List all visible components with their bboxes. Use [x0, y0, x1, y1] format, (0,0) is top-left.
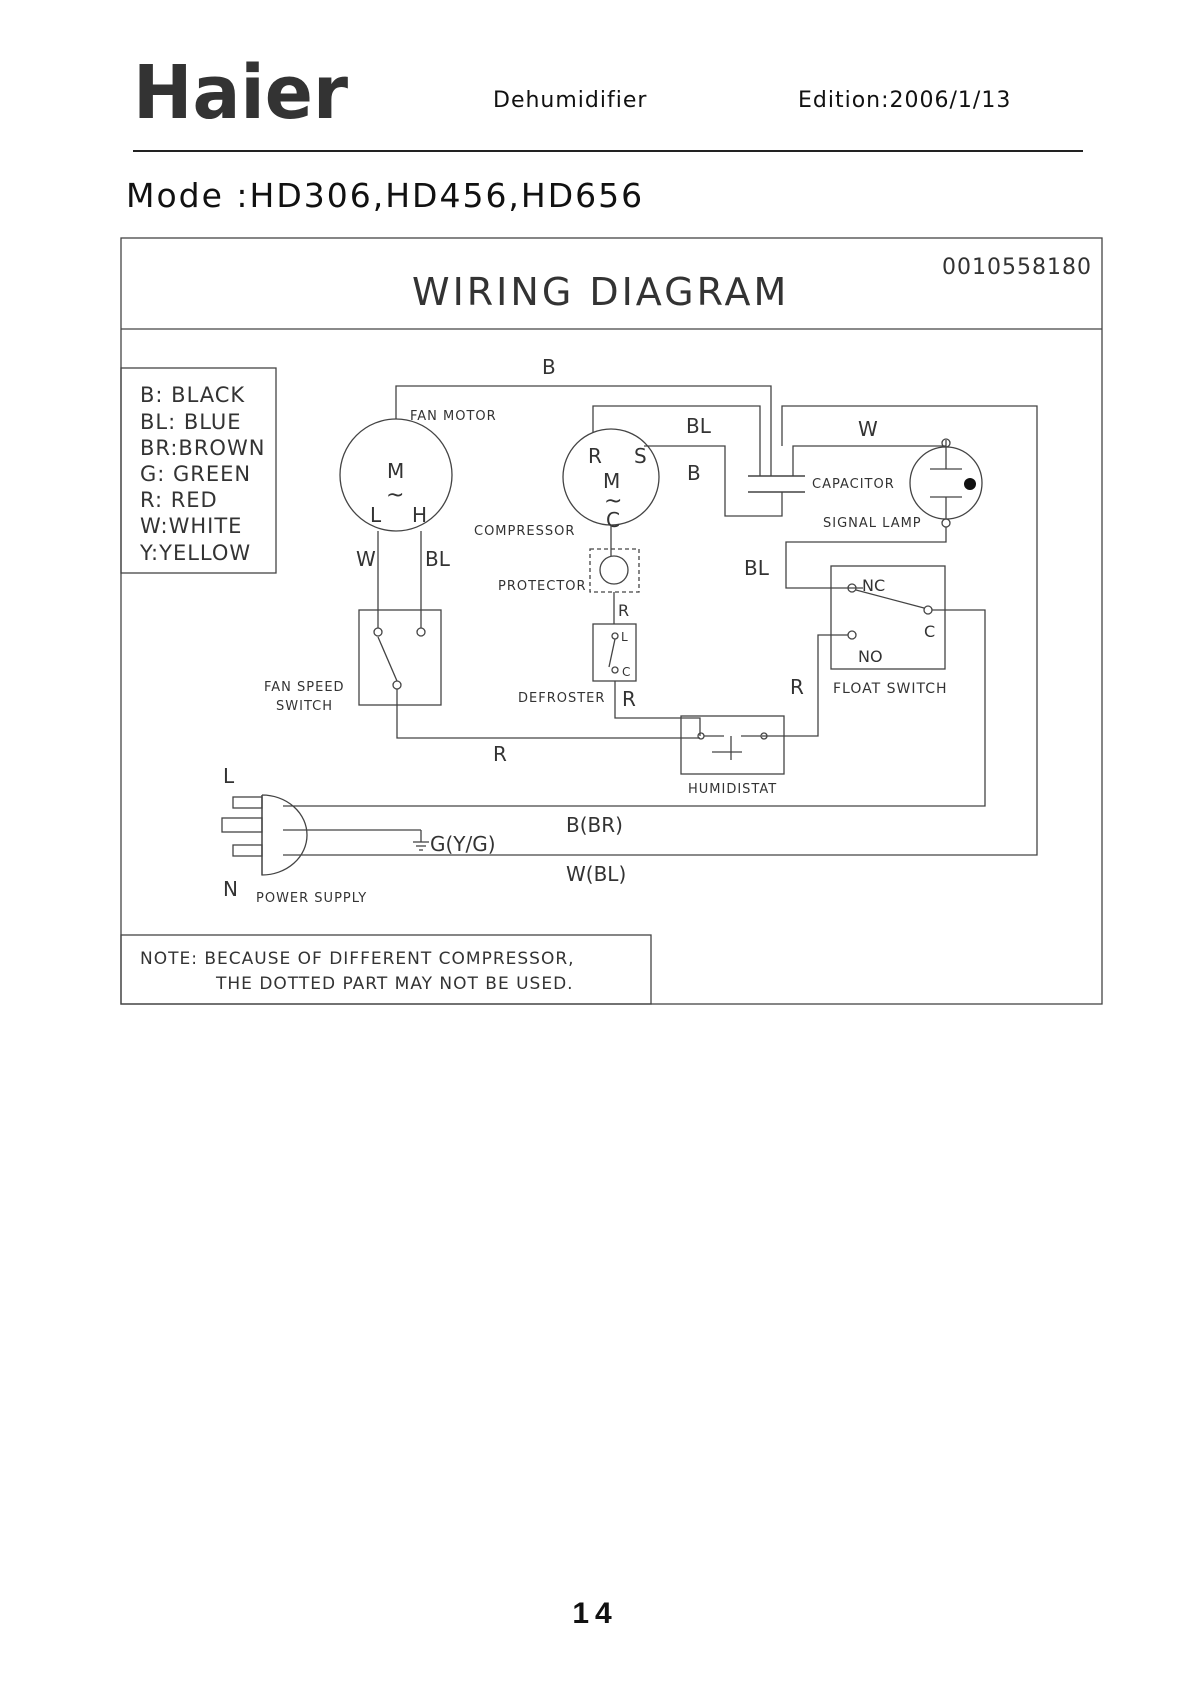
legend-green: G: GREEN: [140, 462, 252, 486]
note-line-1: NOTE: BECAUSE OF DIFFERENT COMPRESSOR,: [140, 949, 575, 969]
wire-b-comp: [644, 446, 782, 516]
comp-s: S: [634, 444, 647, 468]
diagram-frame: [121, 238, 1102, 1004]
wire-label-r-protector: R: [618, 601, 630, 620]
diagram-title: WIRING DIAGRAM: [412, 270, 790, 314]
legend-white: W:WHITE: [140, 514, 243, 538]
note-line-2: THE DOTTED PART MAY NOT BE USED.: [216, 974, 574, 994]
page-number: 14: [572, 1597, 618, 1630]
svg-text:Haier: Haier: [133, 58, 349, 128]
wire-label-b-br: B(BR): [566, 813, 623, 837]
fan-speed-switch-symbol: [359, 610, 441, 705]
fan-speed-switch-label-1: FAN SPEED: [264, 680, 345, 695]
wire-label-w-bl: W(BL): [566, 862, 627, 886]
legend-black: B: BLACK: [140, 383, 246, 407]
legend-yellow: Y:YELLOW: [140, 541, 252, 565]
float-no: NO: [858, 647, 883, 666]
defrost-c: C: [622, 665, 631, 679]
motor-m: M: [387, 459, 405, 483]
motor-l: L: [370, 503, 382, 527]
wire-label-r-float: R: [790, 675, 804, 699]
float-c: C: [924, 622, 936, 641]
part-number: 0010558180: [942, 255, 1092, 280]
power-plug-symbol: [262, 795, 307, 875]
model-line: Mode :HD306,HD456,HD656: [126, 176, 645, 215]
humidistat-symbol: [681, 716, 784, 774]
wire-label-w-top: W: [858, 417, 878, 441]
float-nc: NC: [862, 576, 886, 595]
wire-label-ground: G(Y/G): [430, 832, 496, 856]
capacitor-label: CAPACITOR: [812, 477, 895, 492]
motor-tilde: ~: [386, 483, 405, 508]
signal-lamp-label: SIGNAL LAMP: [823, 516, 922, 531]
wire-label-r-defroster: R: [622, 687, 636, 711]
fan-speed-switch-label-2: SWITCH: [276, 699, 333, 714]
wire-label-b-comp: B: [687, 461, 701, 485]
compressor-label: COMPRESSOR: [474, 524, 576, 539]
float-switch-label: FLOAT SWITCH: [833, 681, 948, 697]
wire-label-fan-w: W: [356, 547, 376, 571]
wire-w-top: [793, 440, 946, 476]
motor-h: H: [412, 503, 428, 527]
wire-label-top-b: B: [542, 355, 556, 379]
edition-date: Edition:2006/1/13: [798, 88, 1012, 113]
legend-blue: BL: BLUE: [140, 410, 242, 434]
defroster-label: DEFROSTER: [518, 691, 606, 706]
power-supply-label: POWER SUPPLY: [256, 891, 368, 906]
comp-m: M: [603, 469, 621, 493]
defrost-l: L: [621, 630, 628, 644]
comp-c: C: [606, 508, 620, 532]
wire-label-r-bottom: R: [493, 742, 507, 766]
wire-label-bl-top: BL: [686, 414, 711, 438]
wire-r-bottom: [397, 736, 700, 738]
wire-top-b: [396, 386, 771, 476]
humidistat-label: HUMIDISTAT: [688, 782, 778, 797]
fan-motor-label: FAN MOTOR: [410, 409, 497, 424]
comp-tilde: ~: [604, 489, 623, 514]
wire-label-bl-float: BL: [744, 556, 769, 580]
wire-label-fan-bl: BL: [425, 547, 450, 571]
legend-red: R: RED: [140, 488, 218, 512]
comp-r: R: [588, 444, 602, 468]
protector-label: PROTECTOR: [498, 579, 587, 594]
document-type: Dehumidifier: [493, 88, 648, 113]
plug-n: N: [223, 877, 238, 901]
float-switch-symbol: [831, 566, 945, 669]
plug-l: L: [223, 764, 235, 788]
wire-bl-top: [593, 406, 760, 476]
legend-brown: BR:BROWN: [140, 436, 266, 460]
